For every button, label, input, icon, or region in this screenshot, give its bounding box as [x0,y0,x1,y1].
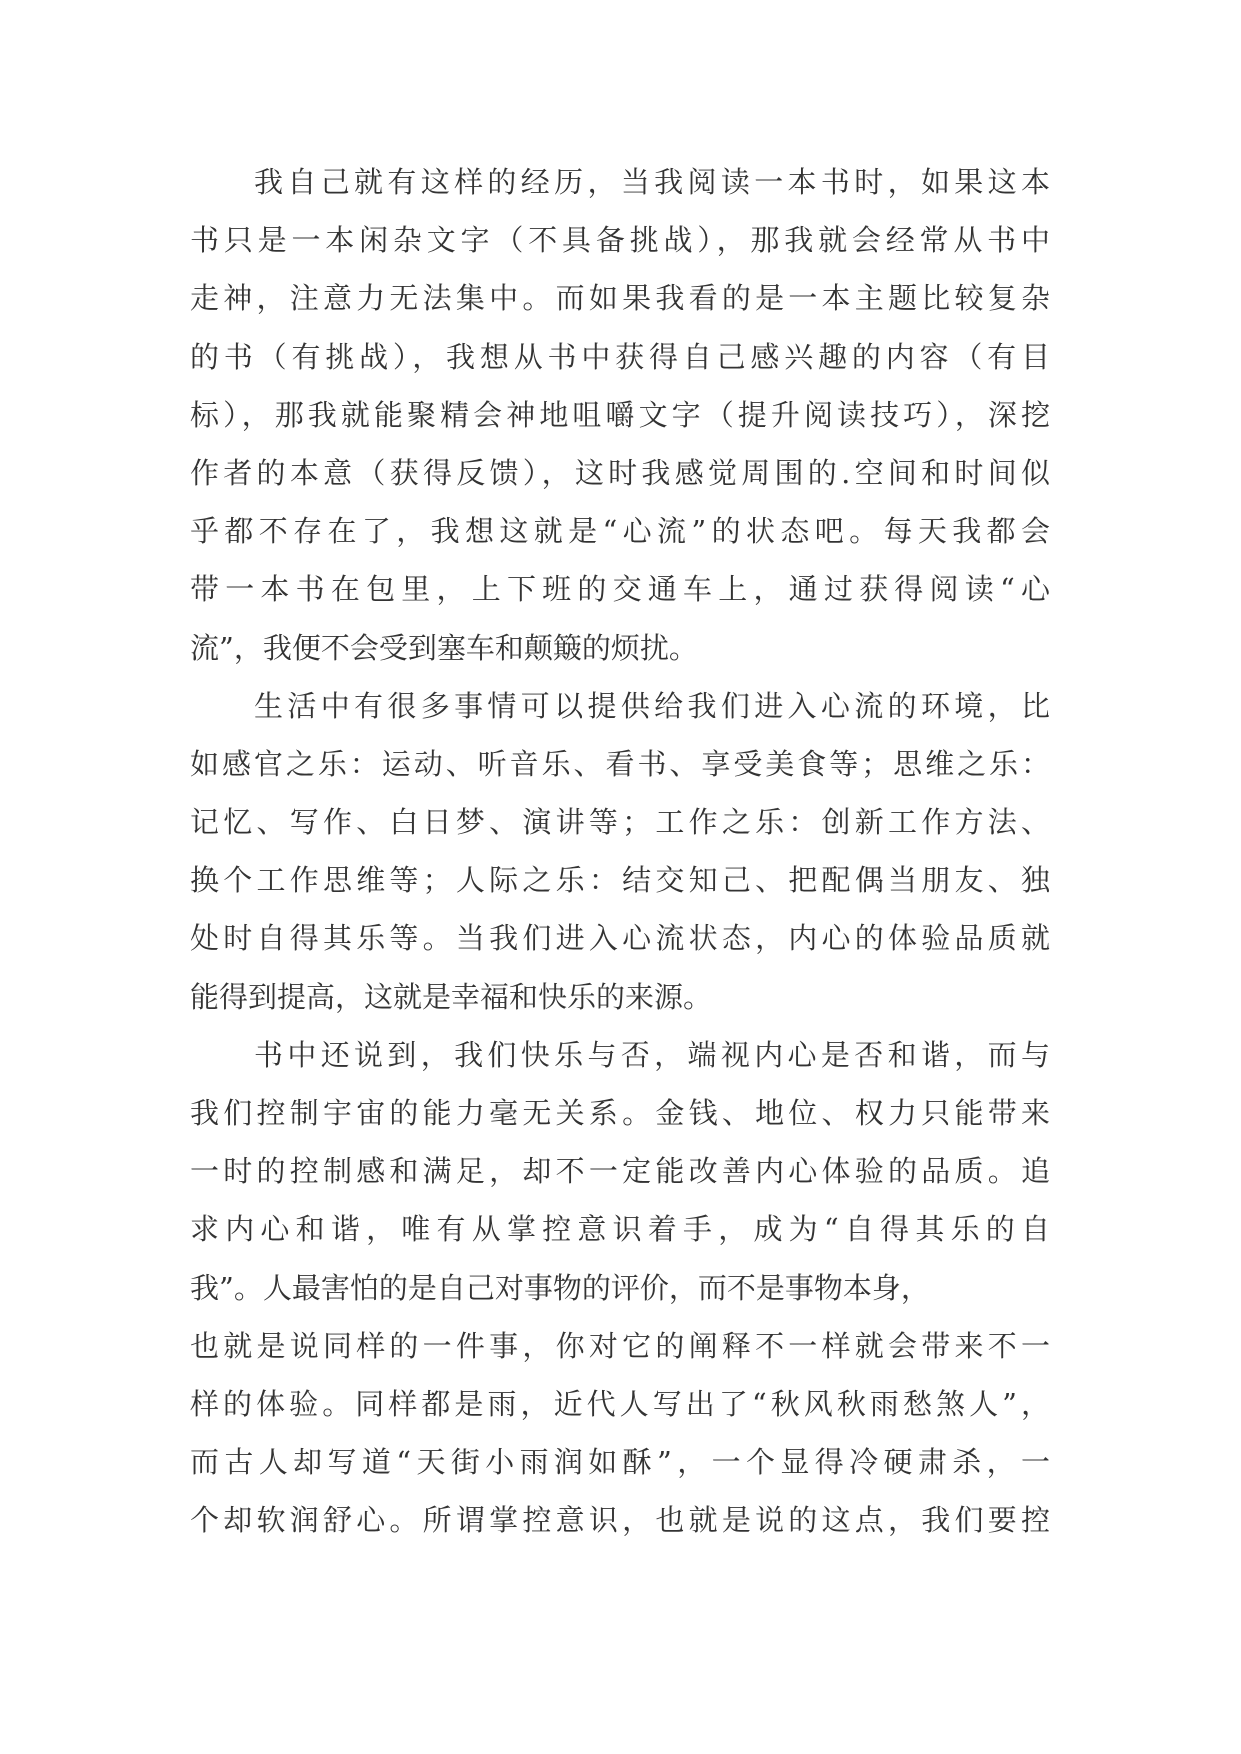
text-line: 能得到提高，这就是幸福和快乐的来源。 [190,979,713,1014]
text-line: 乎都不存在了，我想这就是“心流”的状态吧。每天我都会 [190,514,1050,549]
text-line: 处时自得其乐等。当我们进入心流状态，内心的体验品质就 [190,921,1050,956]
paragraph-1 [190,162,1050,686]
text-line: 的书（有挑战），我想从书中获得自己感兴趣的内容（有目 [190,339,1050,374]
text-line: 书只是一本闲杂文字（不具备挑战），那我就会经常从书中 [190,223,1050,258]
text-line: 我自己就有这样的经历，当我阅读一本书时，如果这本 [254,165,1050,199]
text-line: 也就是说同样的一件事，你对它的阐释不一样就会带来不一 [190,1328,1050,1363]
text-line: 一时的控制感和满足，却不一定能改善内心体验的品质。追 [190,1154,1050,1189]
text-line: 如感官之乐：运动、听音乐、看书、享受美食等；思维之乐： [190,746,1050,781]
text-line: 标），那我就能聚精会神地咀嚼文字（提升阅读技巧），深挖 [190,397,1050,432]
document-body [190,162,1050,1559]
text-line: 带一本书在包里，上下班的交通车上，通过获得阅读“心 [190,572,1050,607]
text-line: 走神，注意力无法集中。而如果我看的是一本主题比较复杂 [190,281,1050,316]
paragraph-2 [190,686,1050,1035]
text-line: 样的体验。同样都是雨，近代人写出了“秋风秋雨愁煞人”， [190,1386,1050,1421]
paragraph-3 [190,1035,1050,1559]
text-line: 书中还说到，我们快乐与否，端视内心是否和谐，而与 [254,1037,1050,1072]
text-line: 换个工作思维等；人际之乐：结交知己、把配偶当朋友、独 [190,863,1050,898]
text-line: 求内心和谐，唯有从掌控意识着手，成为“自得其乐的自 [190,1212,1050,1247]
text-line: 个却软润舒心。所谓掌控意识，也就是说的这点，我们要控 [190,1503,1050,1538]
text-line: 而古人却写道“天街小雨润如酥”，一个显得冷硬肃杀，一 [190,1445,1050,1480]
text-line: 生活中有很多事情可以提供给我们进入心流的环境，比 [254,688,1050,723]
text-line: 流”，我便不会受到塞车和颠簸的烦扰。 [190,630,698,665]
text-line: 我们控制宇宙的能力毫无关系。金钱、地位、权力只能带来 [190,1096,1050,1130]
text-line: 作者的本意（获得反馈），这时我感觉周围的.空间和时间似 [190,455,1050,490]
text-line: 我”。人最害怕的是自己对事物的评价，而不是事物本身， [190,1270,930,1305]
text-line: 记忆、写作、白日梦、演讲等；工作之乐：创新工作方法、 [190,805,1050,840]
